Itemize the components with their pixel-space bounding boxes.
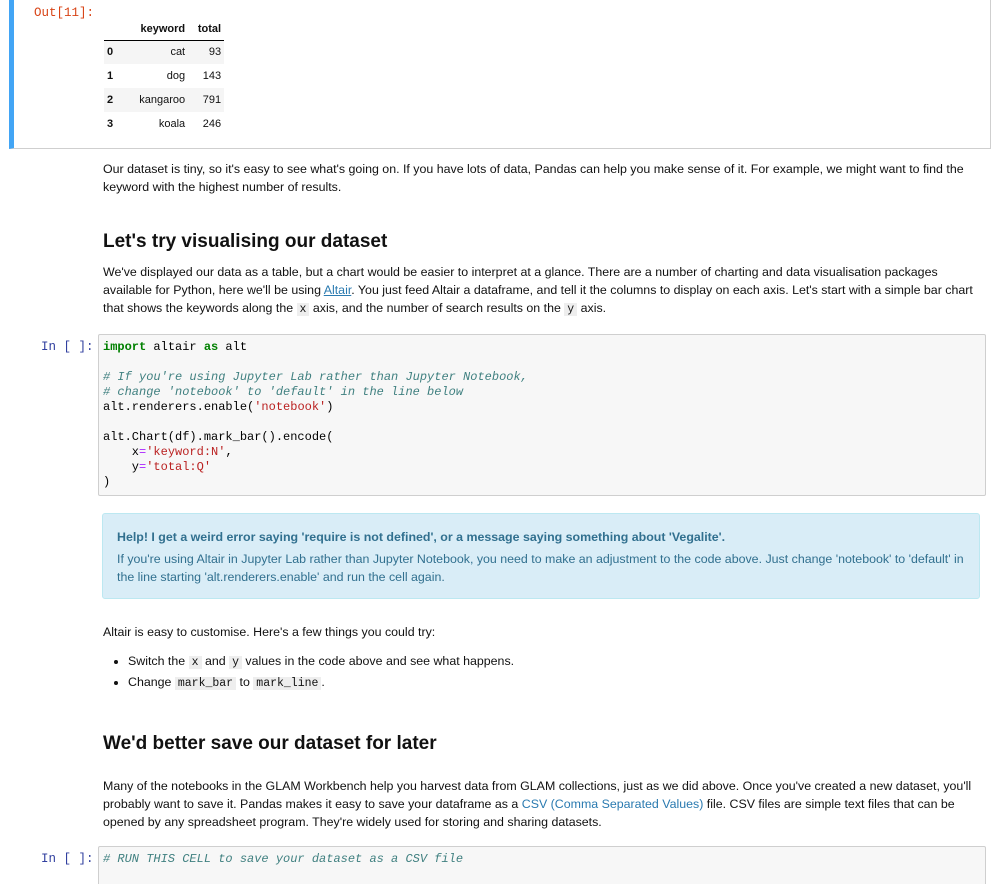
text: axis, and the number of search results on the [309,301,565,315]
row-index: 0 [107,46,114,59]
code-comment: # If you're using Jupyter Lab rather than Jupyter Notebook, [103,370,528,384]
total-cell: 93 [208,46,222,59]
code-string: 'keyword:N' [146,445,226,459]
list-item [128,673,983,694]
input-prompt: In [ ]: [41,852,94,866]
text: Change [128,674,175,689]
save-paragraph [103,777,983,831]
alert-body: If you're using Altair in Jupyter Lab rather than Jupyter Notebook, you need to make an adjustment to the code above. Just change 'notebook' to 'default' in the line starting 'alt.renderers.enable' and run the cell again. [117,552,964,584]
code-operator: = [139,445,147,459]
text: and [201,654,230,668]
code-token: ) [103,475,111,489]
altair-link[interactable]: Altair [323,283,352,297]
code-token: alt.renderers.enable( [103,400,255,414]
text: Many of the notebooks in the GLAM Workbench help you harvest data from GLAM collections, just as we did above. Once you've created a new dataset, you'll probably want to save it. Pandas makes it easy to save your dataframe as a [103,779,972,811]
alert-title: Help! I get a weird error saying 'require is not defined', or a message saying something about 'Vegalite'. [117,530,726,544]
table-row [104,88,224,112]
code-cell-save-csv[interactable] [98,846,986,884]
text: Switch the [128,654,189,668]
text: to [236,674,254,689]
table-header-row [104,18,224,40]
table-row [104,112,224,136]
inline-code-mark-bar: mark_bar [175,677,236,690]
row-index: 3 [107,118,114,130]
code-token: y [103,460,140,474]
table-row [104,64,224,88]
code-string: 'total:Q' [146,460,212,474]
code-token: as [203,340,219,354]
code-editor[interactable] [99,335,985,495]
code-token: x [103,445,140,459]
keyword-cell: koala [158,118,186,130]
keyword-cell: kangaroo [139,94,186,106]
code-comment: # RUN THIS CELL to save your dataset as a CSV file [103,852,464,866]
list-item [128,652,983,673]
code-string: 'notebook' [254,400,327,414]
inline-code-x: x [189,656,202,669]
dataframe-table [104,18,224,136]
section-heading-visualising: Let's try visualising our dataset [103,231,388,252]
section-heading-save: We'd better save our dataset for later [103,733,437,754]
code-token: alt.Chart(df).mark_bar().encode( [103,430,334,444]
table-row [104,40,224,64]
code-cell-altair[interactable] [98,334,986,496]
inline-code-x: x [297,303,310,316]
column-header-keyword: keyword [140,22,186,35]
code-token: ) [326,400,334,414]
output-prompt: Out[11]: [34,6,95,20]
text: file. CSV files are simple text files that can be opened by any spreadsheet program. They're widely used for storing and sharing datasets. [103,797,955,829]
row-index: 2 [107,94,114,106]
code-comment: # change 'notebook' to 'default' in the line below [103,385,464,399]
text: . You just feed Altair a dataframe, and tell it the columns to display on each axis. Let's start with a simple bar chart that shows the keywords along the [103,283,973,315]
code-token: alt [218,340,248,354]
csv-link[interactable]: CSV (Comma Separated Values) [521,797,704,811]
text: We've displayed our data as a table, but a chart would be easier to interpret at a glance. There are a number of charting and data visualisation packages available for Python, here we'll be using [103,265,938,297]
code-token: import [103,340,147,354]
keyword-cell: dog [166,70,186,82]
row-index: 1 [107,70,114,82]
customise-list [103,652,983,693]
inline-code-mark-line: mark_line [253,677,321,690]
customise-intro: Altair is easy to customise. Here's a few things you could try: [103,625,436,639]
visualising-paragraph [103,263,983,319]
index-header [104,18,118,40]
total-cell: 246 [202,118,222,130]
text: axis. [577,301,607,315]
code-editor[interactable] [99,847,985,872]
help-alert [102,513,980,599]
text: values in the code above and see what happens. [241,654,515,668]
inline-code-y: y [564,303,577,316]
intro-paragraph: Our dataset is tiny, so it's easy to see what's going on. If you have lots of data, Pandas can help you make sense of it. For example, we might want to find the keyword with the highest number of results. [103,162,964,194]
input-prompt: In [ ]: [41,340,94,354]
code-operator: = [139,460,147,474]
total-cell: 143 [202,70,222,82]
code-token: , [225,445,233,459]
code-token: altair [146,340,204,354]
text: . [321,674,325,689]
inline-code-y: y [229,656,242,669]
column-header-total: total [197,22,222,35]
keyword-cell: cat [170,46,186,59]
total-cell: 791 [202,94,222,106]
